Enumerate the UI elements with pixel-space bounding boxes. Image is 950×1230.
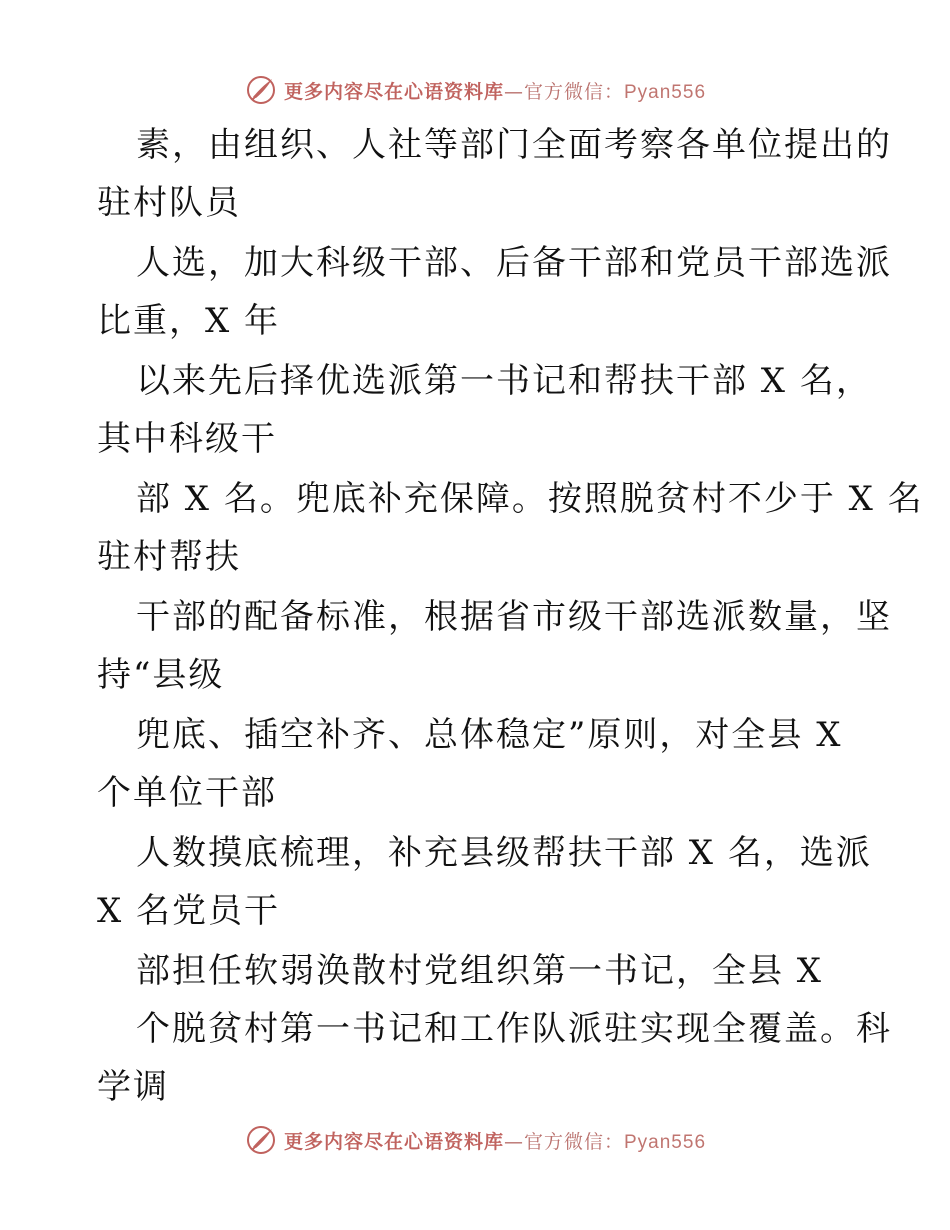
text-line: 比重，X 年 bbox=[97, 301, 281, 341]
text-line: 干部的配备标准，根据省市级干部选派数量，坚 bbox=[136, 597, 892, 637]
text-line: 其中科级干 bbox=[97, 419, 277, 459]
header-watermark bbox=[0, 70, 950, 110]
text-line: 人选，加大科级干部、后备干部和党员干部选派 bbox=[136, 243, 892, 283]
text-line: X 名党员干 bbox=[97, 891, 281, 931]
footer-watermark bbox=[0, 1120, 950, 1160]
text-line: 个单位干部 bbox=[97, 773, 277, 813]
text-line: 个脱贫村第一书记和工作队派驻实现全覆盖。科 bbox=[136, 1009, 892, 1049]
text-line: 驻村队员 bbox=[97, 183, 241, 223]
watermark-brand: 更多内容尽在心语资料库 bbox=[283, 80, 504, 103]
quill-pen-icon bbox=[244, 1123, 278, 1157]
watermark-separator: — bbox=[503, 1130, 524, 1153]
watermark-brand: 更多内容尽在心语资料库 bbox=[283, 1130, 504, 1153]
watermark-wechat-id: Pyan556 bbox=[624, 1131, 707, 1153]
quill-pen-icon bbox=[244, 73, 278, 107]
text-line: 部 X 名。兜底补充保障。按照脱贫村不少于 X 名 bbox=[136, 479, 924, 519]
text-line: 人数摸底梳理，补充县级帮扶干部 X 名，选派 bbox=[136, 833, 872, 873]
text-line: 素，由组织、人社等部门全面考察各单位提出的 bbox=[136, 125, 892, 165]
watermark-text bbox=[284, 1127, 706, 1154]
text-line: 持“县级 bbox=[97, 655, 225, 695]
text-line: 学调 bbox=[97, 1067, 169, 1107]
watermark-wechat-label: 官方微信： bbox=[523, 80, 624, 103]
watermark-text bbox=[284, 77, 706, 104]
text-line: 以来先后择优选派第一书记和帮扶干部 X 名， bbox=[136, 361, 872, 401]
watermark-separator: — bbox=[503, 80, 524, 103]
watermark-wechat-label: 官方微信： bbox=[523, 1130, 624, 1153]
text-line: 驻村帮扶 bbox=[97, 537, 241, 577]
text-line: 部担任软弱涣散村党组织第一书记，全县 X bbox=[136, 951, 824, 991]
watermark-wechat-id: Pyan556 bbox=[624, 81, 707, 103]
text-line: 兜底、插空补齐、总体稳定”原则，对全县 X bbox=[136, 715, 843, 755]
